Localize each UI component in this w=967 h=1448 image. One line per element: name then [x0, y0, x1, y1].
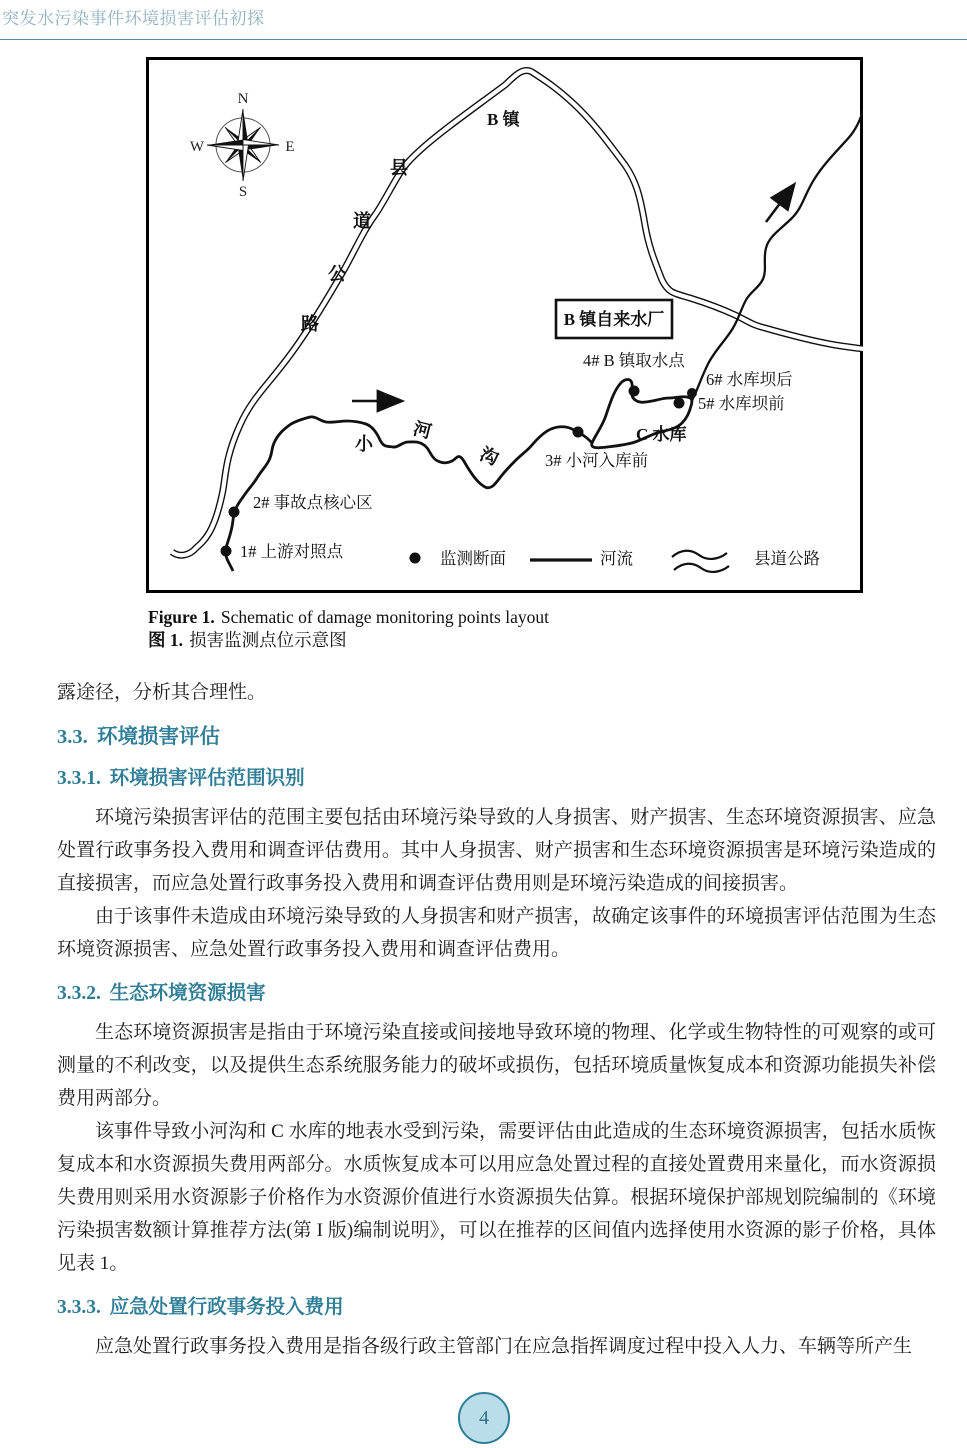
page-number: 4 — [479, 1406, 489, 1429]
point-4 — [583, 351, 685, 397]
figure-caption — [148, 606, 788, 652]
point-1 — [221, 542, 344, 561]
subsection-title: 应急处置行政事务投入费用 — [109, 1297, 344, 1318]
legend-dot-icon — [410, 553, 421, 564]
body-content — [57, 676, 936, 1363]
section-number: 3.3. — [57, 726, 88, 748]
point-2-label: 2# 事故点核心区 — [253, 493, 373, 512]
figure-caption-en-label: Figure 1. — [148, 607, 215, 627]
paragraph: 生态环境资源损害是指由于环境污染直接或间接地导致环境的物理、化学或生物特性的可观察的或可测量的不利改变，以及提供生态系统服务能力的破坏或损伤，包括环境质量恢复成本和资源功能损失补偿费用两部分。 — [57, 1022, 936, 1109]
section-3-3-1-heading — [57, 765, 936, 792]
monitoring-map-svg — [146, 57, 863, 594]
section-3-3-heading — [57, 723, 936, 751]
figure-caption-en-text: Schematic of damage monitoring points layout — [220, 607, 549, 627]
legend-road-icon — [672, 551, 729, 572]
figure-1-map — [146, 57, 863, 594]
map-legend — [410, 549, 821, 572]
paragraph-continuation: 露途径，分析其合理性。 — [57, 682, 267, 703]
road-char-dao: 道 — [353, 211, 371, 231]
point-2 — [229, 493, 373, 518]
compass-s-label: S — [238, 184, 248, 200]
header-rule — [0, 39, 967, 40]
section-3-3-3-heading — [57, 1294, 936, 1321]
paragraph: 应急处置行政事务投入费用是指各级行政主管部门在应急指挥调度过程中投入人力、车辆等所产生 — [95, 1336, 913, 1357]
paragraph: 该事件导致小河沟和 C 水库的地表水受到污染，需要评估由此造成的生态环境资源损害，包括水质恢复成本和水资源损失费用两部分。水质恢复成本可以用应急处置过程的直接处置费用来量化，而水资源损失费用则采用水资源影子价格作为水资源价值进行水资源损失估算。根据环境保护部规划院编制的《环境污染损害数额计算推荐方法(第 I 版)编制说明》，可以在推荐的区间值内选择使用水资源的影子价格，具体见表 1。 — [57, 1121, 936, 1274]
legend-monitoring-label: 监测断面 — [440, 549, 506, 568]
subsection-number: 3.3.3. — [57, 1297, 101, 1318]
waterworks-label: B 镇自来水厂 — [563, 310, 665, 329]
section-3-3-2-heading — [57, 980, 936, 1007]
point-1-label: 1# 上游对照点 — [240, 542, 344, 561]
town-b-label: B 镇 — [487, 110, 520, 129]
running-head-title: 突发水污染事件环境损害评估初探 — [2, 9, 265, 28]
paragraph: 环境污染损害评估的范围主要包括由环境污染导致的人身损害、财产损害、生态环境资源损害、应急处置行政事务投入费用和调查评估费用。其中人身损害、财产损害和生态环境资源损害是环境污染造成的直接损害，而应急处置行政事务投入费用和调查评估费用则是环境污染造成的间接损害。 — [57, 807, 936, 894]
figure-caption-zh-label: 图 1. — [148, 630, 183, 650]
river-name-labels — [355, 418, 502, 469]
county-road — [172, 70, 863, 555]
compass-rose-icon — [190, 91, 295, 200]
point-6-label: 6# 水库坝后 — [706, 370, 793, 389]
road-char-gong: 公 — [328, 264, 346, 284]
page-number-badge — [458, 1392, 510, 1444]
outlet-river — [691, 110, 863, 402]
monitoring-points — [221, 351, 793, 561]
road-char-lu: 路 — [301, 314, 319, 334]
paragraph: 由于该事件未造成由环境污染导致的人身损害和财产损害，故确定该事件的环境损害评估范围为生态环境资源损害、应急处置行政事务投入费用和调查评估费用。 — [57, 906, 936, 960]
point-4-label: 4# B 镇取水点 — [583, 351, 685, 370]
subsection-title: 环境损害评估范围识别 — [109, 768, 305, 789]
section-title: 环境损害评估 — [96, 726, 220, 748]
legend-river-label: 河流 — [600, 549, 633, 568]
river-char-gou: 沟 — [477, 443, 502, 470]
subsection-number: 3.3.1. — [57, 768, 101, 789]
compass-e-label: E — [285, 139, 295, 155]
figure-caption-zh — [148, 629, 788, 652]
legend-road-label: 县道公路 — [754, 549, 820, 568]
compass-w-label: W — [189, 139, 205, 155]
river-char-he: 河 — [411, 418, 434, 443]
subsection-number: 3.3.2. — [57, 983, 101, 1004]
figure-caption-en — [148, 606, 788, 629]
subsection-title: 生态环境资源损害 — [109, 983, 266, 1004]
downstream-arrow-icon — [766, 186, 793, 222]
waterworks-box — [556, 300, 672, 338]
river-char-xiao: 小 — [355, 434, 373, 454]
point-3-label: 3# 小河入库前 — [545, 451, 649, 470]
figure-caption-zh-text: 损害监测点位示意图 — [189, 630, 347, 650]
compass-n-label: N — [237, 91, 249, 107]
road-char-xian: 县 — [390, 158, 408, 178]
reservoir-label: C 水库 — [636, 425, 687, 444]
point-5-label: 5# 水库坝前 — [698, 394, 785, 413]
